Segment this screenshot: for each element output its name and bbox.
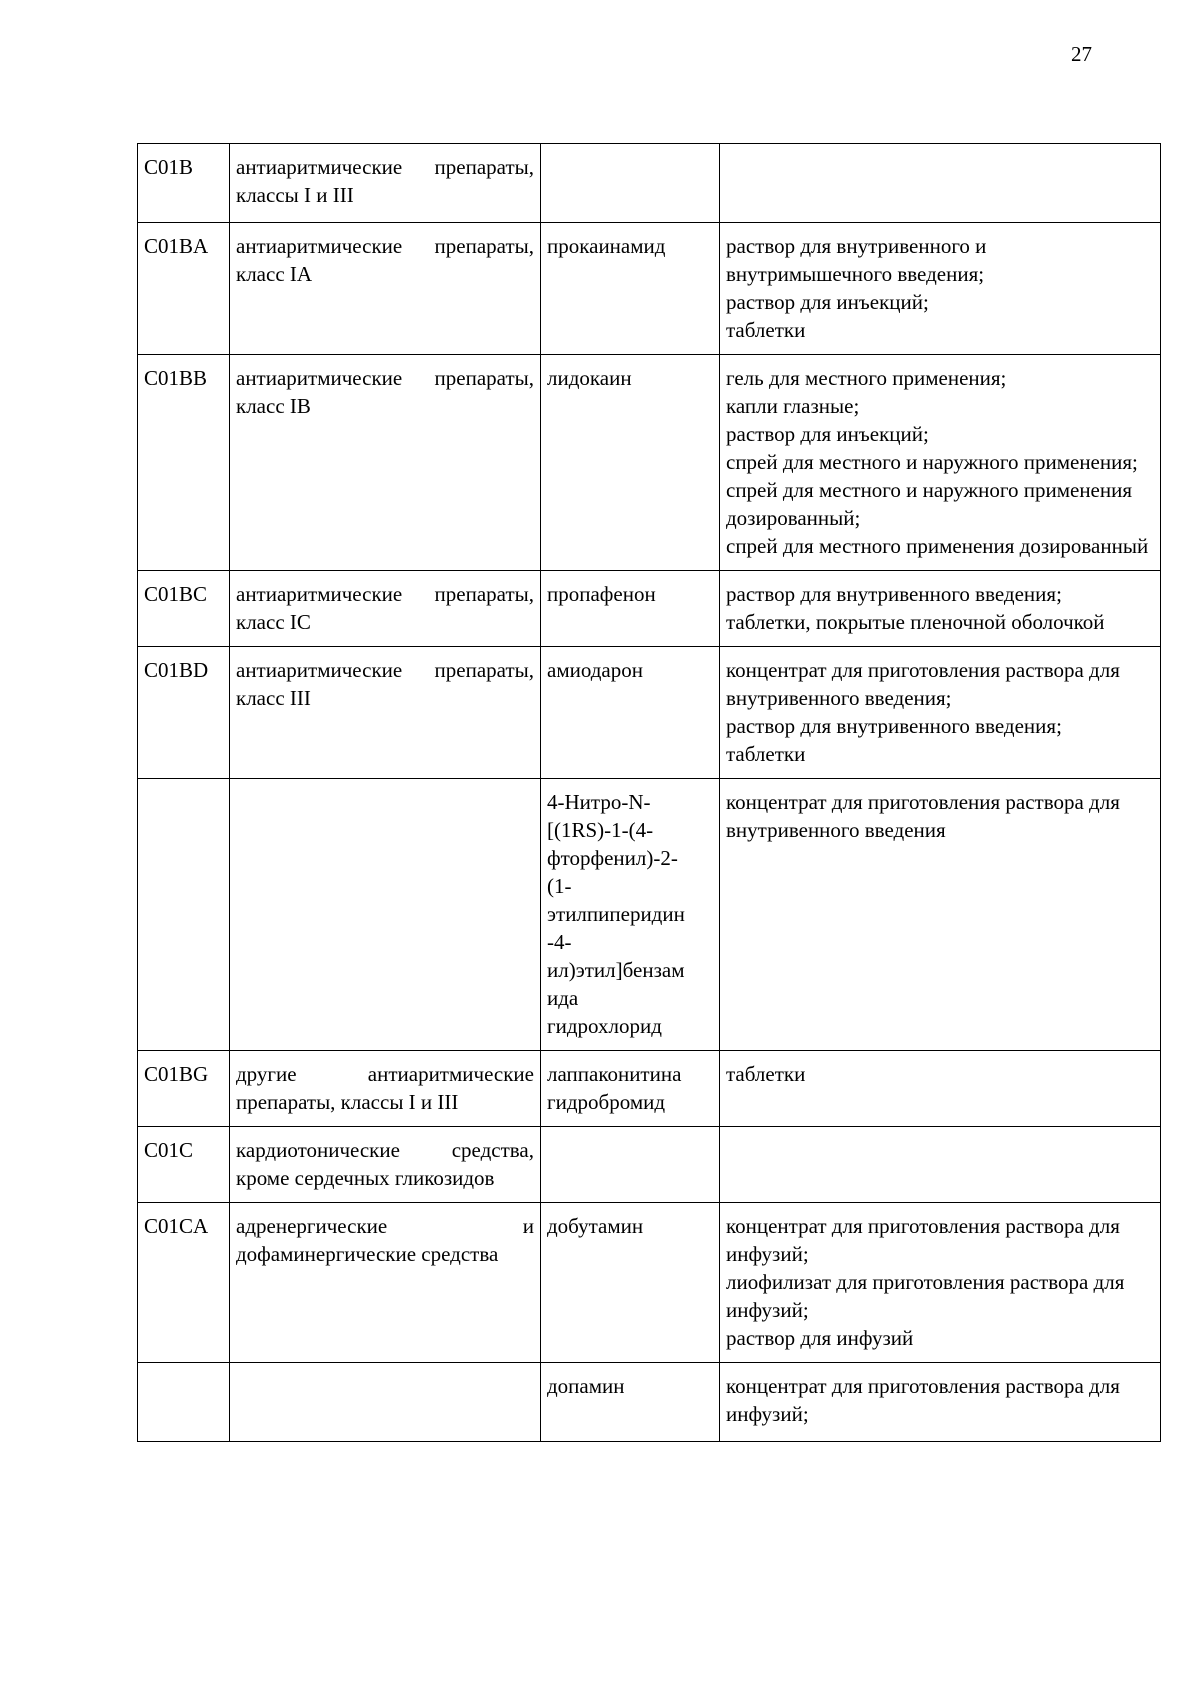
group-text: другие антиаритмические препараты, классы I и III [236, 1062, 534, 1114]
drug-name: лидокаин [547, 366, 632, 390]
forms-cell [720, 1203, 1161, 1363]
page-number: 27 [1071, 42, 1092, 66]
dosage-form: концентрат для приготовления раствора для инфузий; [726, 1214, 1120, 1266]
drug-name-line: ил)этил]бензам [547, 958, 685, 982]
table-row [138, 1127, 1161, 1203]
table-row [138, 355, 1161, 571]
dosage-form: концентрат для приготовления раствора для инфузий; [726, 1374, 1120, 1426]
atc-code-cell: C01BD [138, 647, 230, 779]
group-text: антиаритмические препараты, класс IA [236, 234, 534, 286]
group-text: антиаритмические препараты, класс IB [236, 366, 534, 418]
atc-code-cell: C01BA [138, 223, 230, 355]
table-row [138, 1203, 1161, 1363]
drug-cell [541, 779, 720, 1051]
group-cell [230, 144, 541, 223]
dosage-form: раствор для инъекций; [726, 290, 929, 314]
drug-cell [541, 647, 720, 779]
drug-name-line: гидрохлорид [547, 1014, 662, 1038]
atc-code-cell: C01BB [138, 355, 230, 571]
atc-code-cell [138, 1363, 230, 1442]
atc-code-cell: C01B [138, 144, 230, 223]
group-cell [230, 779, 541, 1051]
dosage-form: таблетки, покрытые пленочной оболочкой [726, 610, 1105, 634]
drug-cell [541, 144, 720, 223]
group-cell [230, 1363, 541, 1442]
forms-cell [720, 779, 1161, 1051]
dosage-form: раствор для инфузий [726, 1326, 914, 1350]
table-row [138, 1051, 1161, 1127]
group-cell [230, 1203, 541, 1363]
table-row [138, 1363, 1161, 1442]
atc-code-cell [138, 779, 230, 1051]
table-row [138, 647, 1161, 779]
drug-name: прокаинамид [547, 234, 666, 258]
forms-cell [720, 1363, 1161, 1442]
forms-cell [720, 571, 1161, 647]
group-cell [230, 223, 541, 355]
dosage-form: концентрат для приготовления раствора для внутривенного введения [726, 790, 1120, 842]
drug-cell [541, 1203, 720, 1363]
group-cell [230, 571, 541, 647]
drug-name-line: фторфенил)-2- [547, 846, 678, 870]
dosage-form: раствор для инъекций; [726, 422, 929, 446]
atc-code-cell: C01BG [138, 1051, 230, 1127]
drug-name-line: (1- [547, 874, 572, 898]
forms-cell [720, 144, 1161, 223]
drug-cell [541, 355, 720, 571]
atc-code-cell: C01BC [138, 571, 230, 647]
drug-cell [541, 1363, 720, 1442]
group-text: антиаритмические препараты, классы I и III [236, 155, 534, 207]
dosage-form: лиофилизат для приготовления раствора для инфузий; [726, 1270, 1125, 1322]
table-row [138, 571, 1161, 647]
group-text: кардиотонические средства, кроме сердечных гликозидов [236, 1138, 534, 1190]
group-cell [230, 647, 541, 779]
drug-cell [541, 1127, 720, 1203]
forms-cell [720, 223, 1161, 355]
group-text: антиаритмические препараты, класс IC [236, 582, 534, 634]
dosage-form: спрей для местного и наружного применения; [726, 450, 1138, 474]
dosage-form: спрей для местного применения дозированный [726, 534, 1149, 558]
drug-name-line: 4-Нитро-N- [547, 790, 651, 814]
dosage-form: раствор для внутривенного введения; [726, 582, 1062, 606]
drug-name-line: гидробромид [547, 1090, 666, 1114]
group-cell [230, 1127, 541, 1203]
dosage-form: таблетки [726, 742, 806, 766]
forms-cell [720, 1051, 1161, 1127]
forms-cell [720, 1127, 1161, 1203]
drug-cell [541, 571, 720, 647]
dosage-form: концентрат для приготовления раствора для внутривенного введения; [726, 658, 1120, 710]
group-text: антиаритмические препараты, класс III [236, 658, 534, 710]
drug-name-line: -4- [547, 930, 572, 954]
dosage-form: гель для местного применения; [726, 366, 1007, 390]
drug-name: добутамин [547, 1214, 644, 1238]
group-cell [230, 355, 541, 571]
drug-name-line: [(1RS)-1-(4- [547, 818, 654, 842]
table-row [138, 223, 1161, 355]
drug-table [137, 143, 1161, 1442]
dosage-form: раствор для внутривенного и внутримышечного введения; [726, 234, 987, 286]
drug-name: пропафенон [547, 582, 656, 606]
table-row [138, 144, 1161, 223]
atc-code-cell: C01CA [138, 1203, 230, 1363]
group-cell [230, 1051, 541, 1127]
dosage-form: таблетки [726, 1062, 806, 1086]
drug-cell [541, 1051, 720, 1127]
drug-name: амиодарон [547, 658, 643, 682]
dosage-form: раствор для внутривенного введения; [726, 714, 1062, 738]
drug-name: допамин [547, 1374, 625, 1398]
drug-cell [541, 223, 720, 355]
group-text: адренергические и дофаминергические средства [236, 1214, 534, 1266]
forms-cell [720, 647, 1161, 779]
drug-name-line: лаппаконитина [547, 1062, 682, 1086]
table-row [138, 779, 1161, 1051]
atc-code-cell: C01C [138, 1127, 230, 1203]
dosage-form: таблетки [726, 318, 806, 342]
drug-name-line: этилпиперидин [547, 902, 685, 926]
dosage-form: спрей для местного и наружного применения дозированный; [726, 478, 1133, 530]
drug-name-line: ида [547, 986, 579, 1010]
dosage-form: капли глазные; [726, 394, 860, 418]
forms-cell [720, 355, 1161, 571]
